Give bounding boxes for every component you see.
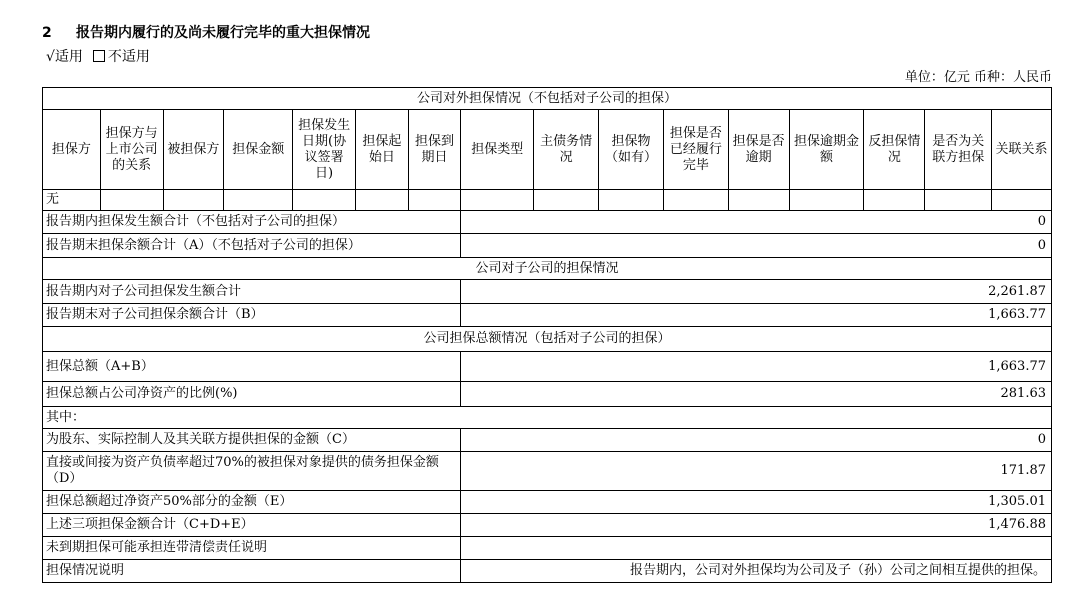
- row-label: 担保总额超过净资产50%部分的金额（E）: [43, 491, 461, 514]
- guarantee-table: [42, 87, 1052, 583]
- applicability-options: [46, 46, 150, 66]
- row-label: 未到期担保可能承担连带清偿责任说明: [43, 537, 461, 560]
- column-header: 担保逾期金额: [789, 110, 864, 190]
- section-number: 2: [42, 25, 52, 41]
- row-label: 担保总额（A+B）: [43, 352, 461, 382]
- table-row: [43, 429, 1052, 452]
- column-header: 反担保情况: [864, 110, 925, 190]
- section-heading: [42, 22, 370, 42]
- row-label: 其中：: [43, 407, 1052, 429]
- table-row: [43, 560, 1052, 583]
- table-row: [43, 304, 1052, 327]
- column-header: 担保发生日期(协议签署日): [293, 110, 356, 190]
- empty-checkbox-icon: [93, 50, 105, 62]
- check-mark-icon: √: [46, 49, 55, 65]
- section-title: 报告期内履行的及尚未履行完毕的重大担保情况: [76, 25, 370, 41]
- column-header: 担保起始日: [355, 110, 408, 190]
- row-label: 为股东、实际控制人及其关联方提供担保的金额（C）: [43, 429, 461, 452]
- row-value: [461, 537, 1052, 560]
- column-header: 担保物（如有）: [599, 110, 664, 190]
- column-header: 担保是否已经履行完毕: [663, 110, 728, 190]
- row-value: 1,663.77: [461, 304, 1052, 327]
- table-row: [43, 514, 1052, 537]
- external-guarantee-header-row: [43, 110, 1052, 190]
- row-label: 报告期内担保发生额合计（不包括对子公司的担保）: [43, 211, 461, 234]
- column-header: 担保金额: [224, 110, 293, 190]
- row-label: 上述三项担保金额合计（C+D+E）: [43, 514, 461, 537]
- column-header: 担保类型: [461, 110, 534, 190]
- table-row: [43, 352, 1052, 382]
- row-value: 1,476.88: [461, 514, 1052, 537]
- row-value: 281.63: [461, 382, 1052, 407]
- table-row: [43, 491, 1052, 514]
- column-header: 是否为关联方担保: [925, 110, 992, 190]
- row-value: 0: [461, 429, 1052, 452]
- table-row: [43, 211, 1052, 234]
- column-header: 担保是否逾期: [728, 110, 789, 190]
- row-value: 报告期内，公司对外担保均为公司及子（孙）公司之间相互提供的担保。: [461, 560, 1052, 583]
- row-label: 报告期末担保余额合计（A）（不包括对子公司的担保）: [43, 234, 461, 258]
- row-value: 2,261.87: [461, 280, 1052, 304]
- column-header: 担保到期日: [408, 110, 461, 190]
- total-guarantee-title: 公司担保总额情况（包括对子公司的担保）: [43, 327, 1052, 352]
- row-value: 0: [461, 234, 1052, 258]
- not-applicable-label: 不适用: [107, 49, 150, 65]
- column-header: 担保方与上市公司的关系: [100, 110, 163, 190]
- column-header: 担保方: [43, 110, 101, 190]
- row-label: 报告期末对子公司担保余额合计（B）: [43, 304, 461, 327]
- row-label: 报告期内对子公司担保发生额合计: [43, 280, 461, 304]
- row-value: 1,305.01: [461, 491, 1052, 514]
- subsidiary-guarantee-title: 公司对子公司的担保情况: [43, 258, 1052, 280]
- column-header: 主债务情况: [534, 110, 599, 190]
- table-row: [43, 234, 1052, 258]
- table-row: [43, 190, 1052, 211]
- table-row: [43, 452, 1052, 491]
- table-row: [43, 382, 1052, 407]
- table-row: [43, 537, 1052, 560]
- row-label: 担保总额占公司净资产的比例(%): [43, 382, 461, 407]
- none-cell: 无: [43, 190, 101, 211]
- column-header: 被担保方: [163, 110, 224, 190]
- row-value: 0: [461, 211, 1052, 234]
- external-guarantee-title: 公司对外担保情况（不包括对子公司的担保）: [43, 88, 1052, 110]
- row-label: 担保情况说明: [43, 560, 461, 583]
- row-label: 直接或间接为资产负债率超过70%的被担保对象提供的债务担保金额（D）: [43, 452, 461, 491]
- table-row: [43, 407, 1052, 429]
- row-value: 171.87: [461, 452, 1052, 491]
- applicable-label: 适用: [54, 49, 83, 65]
- table-row: [43, 280, 1052, 304]
- unit-currency-note: 单位：亿元 币种：人民币: [904, 70, 1052, 85]
- column-header: 关联关系: [992, 110, 1052, 190]
- row-value: 1,663.77: [461, 352, 1052, 382]
